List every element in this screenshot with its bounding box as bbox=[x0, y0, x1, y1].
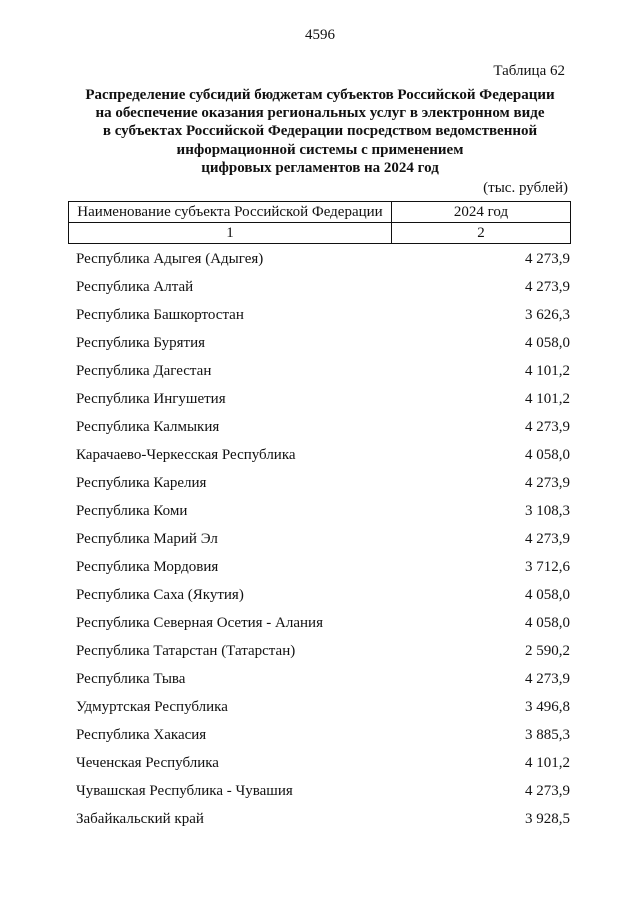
table-row bbox=[76, 273, 570, 301]
subsidy-value: 3 108,3 bbox=[525, 502, 570, 519]
table-row bbox=[76, 582, 570, 610]
subsidy-value: 4 273,9 bbox=[525, 418, 570, 435]
table-row bbox=[76, 778, 570, 806]
subject-name: Республика Калмыкия bbox=[76, 418, 220, 435]
subject-name: Республика Северная Осетия - Алания bbox=[76, 615, 323, 632]
table-row bbox=[76, 469, 570, 497]
subsidy-value: 2 590,2 bbox=[525, 643, 570, 660]
table-row bbox=[76, 806, 570, 834]
subject-name: Забайкальский край bbox=[76, 811, 204, 828]
subsidy-value: 4 101,2 bbox=[525, 390, 570, 407]
title-line: информационной системы с применением bbox=[176, 141, 464, 158]
subject-name: Республика Саха (Якутия) bbox=[76, 587, 244, 604]
subject-name: Республика Тыва bbox=[76, 671, 186, 688]
subject-name: Чувашская Республика - Чувашия bbox=[76, 783, 293, 800]
subsidy-value: 4 058,0 bbox=[525, 446, 570, 463]
subsidy-value: 4 273,9 bbox=[525, 250, 570, 267]
table-row bbox=[76, 357, 570, 385]
subject-name: Республика Башкортостан bbox=[76, 306, 244, 323]
table-row bbox=[76, 750, 570, 778]
table-row bbox=[76, 638, 570, 666]
table-row bbox=[76, 329, 570, 357]
column-header-subject: Наименование субъекта Российской Федерации bbox=[69, 202, 392, 223]
subsidy-value: 3 928,5 bbox=[525, 811, 570, 828]
title-line: цифровых регламентов на 2024 год bbox=[201, 159, 439, 176]
subject-name: Чеченская Республика bbox=[76, 755, 219, 772]
subsidy-value: 3 496,8 bbox=[525, 699, 570, 716]
subsidy-value: 4 273,9 bbox=[525, 530, 570, 547]
table-row bbox=[76, 413, 570, 441]
title-line: в субъектах Российской Федерации посредством ведомственной bbox=[102, 123, 538, 140]
table-label: Таблица 62 bbox=[493, 63, 565, 79]
subsidy-value: 4 058,0 bbox=[525, 587, 570, 604]
subsidy-value: 3 626,3 bbox=[525, 306, 570, 323]
subject-name: Республика Мордовия bbox=[76, 559, 219, 576]
table-row bbox=[76, 722, 570, 750]
subsidy-value: 4 101,2 bbox=[525, 362, 570, 379]
table-header bbox=[68, 201, 571, 244]
subsidy-value: 4 273,9 bbox=[525, 783, 570, 800]
subject-name: Республика Дагестан bbox=[76, 362, 212, 379]
title-line: на обеспечение оказания региональных услуг в электронном виде bbox=[95, 105, 545, 122]
subject-name: Удмуртская Республика bbox=[76, 699, 228, 716]
subject-name: Республика Ингушетия bbox=[76, 390, 226, 407]
subject-name: Республика Карелия bbox=[76, 474, 207, 491]
column-number-1: 1 bbox=[69, 223, 392, 244]
subject-name: Республика Адыгея (Адыгея) bbox=[76, 250, 264, 267]
table-row bbox=[76, 694, 570, 722]
column-header-year: 2024 год bbox=[392, 202, 571, 223]
table-row bbox=[76, 610, 570, 638]
subsidy-value: 4 273,9 bbox=[525, 474, 570, 491]
table-row bbox=[76, 497, 570, 525]
subject-name: Республика Татарстан (Татарстан) bbox=[76, 643, 296, 660]
units-label: (тыс. рублей) bbox=[483, 180, 568, 196]
subject-name: Республика Хакасия bbox=[76, 727, 207, 744]
table-row bbox=[76, 245, 570, 273]
subsidy-value: 3 885,3 bbox=[525, 727, 570, 744]
table-row bbox=[76, 554, 570, 582]
subject-name: Республика Алтай bbox=[76, 278, 194, 295]
table-row bbox=[76, 385, 570, 413]
table-row bbox=[76, 666, 570, 694]
table-row bbox=[76, 301, 570, 329]
subject-name: Карачаево-Черкесская Республика bbox=[76, 446, 296, 463]
subsidy-value: 4 273,9 bbox=[525, 278, 570, 295]
document-title bbox=[70, 86, 570, 177]
table-body bbox=[76, 245, 570, 834]
table-row bbox=[76, 441, 570, 469]
table-row bbox=[76, 525, 570, 553]
subsidy-value: 4 058,0 bbox=[525, 334, 570, 351]
subject-name: Республика Бурятия bbox=[76, 334, 206, 351]
column-number-2: 2 bbox=[392, 223, 571, 244]
page-number: 4596 bbox=[305, 27, 335, 43]
subsidy-value: 3 712,6 bbox=[525, 559, 570, 576]
subsidy-value: 4 273,9 bbox=[525, 671, 570, 688]
subsidy-value: 4 101,2 bbox=[525, 755, 570, 772]
title-line: Распределение субсидий бюджетам субъектов Российской Федерации bbox=[85, 87, 555, 103]
subject-name: Республика Марий Эл bbox=[76, 530, 218, 547]
subsidy-value: 4 058,0 bbox=[525, 615, 570, 632]
subject-name: Республика Коми bbox=[76, 502, 188, 519]
